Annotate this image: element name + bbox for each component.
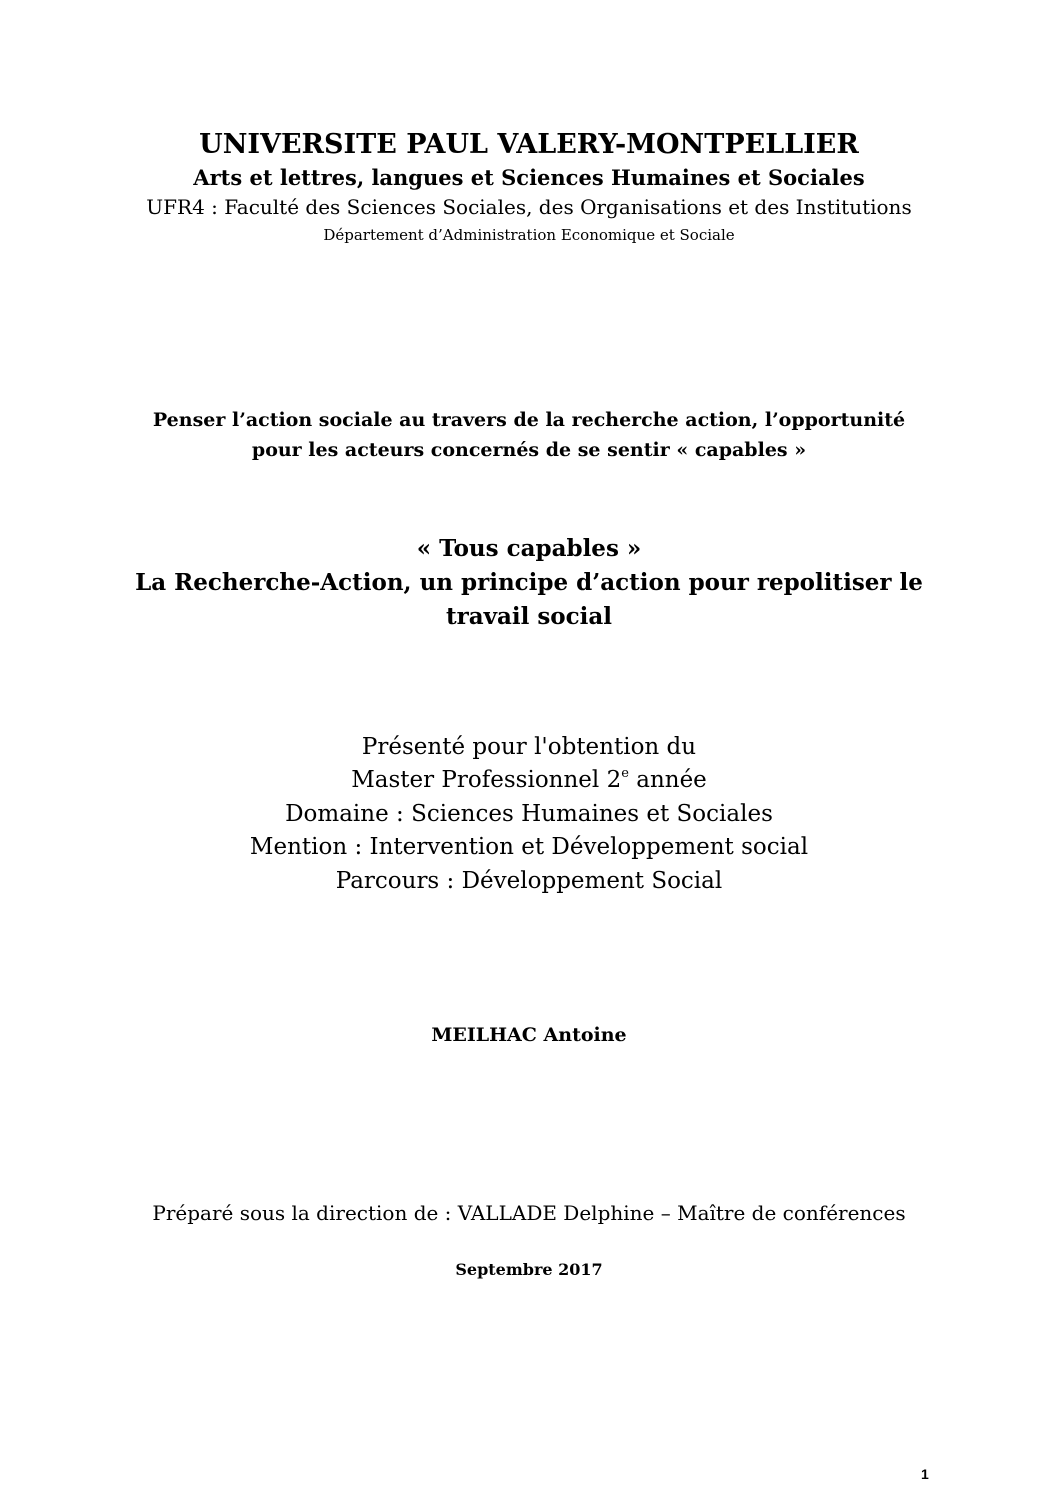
- faculty-line: Arts et lettres, langues et Sciences Humaines et Sociales: [193, 165, 865, 190]
- title-line-3: travail social: [445, 603, 613, 630]
- degree-prefix: Master Professionnel 2: [351, 767, 622, 793]
- degree-suffix: année: [628, 767, 707, 793]
- page-number: 1: [921, 1466, 929, 1482]
- degree-superscript: e: [621, 766, 629, 781]
- presentation-mention: Mention : Intervention et Développement social: [249, 834, 809, 860]
- subject-line-2: pour les acteurs concernés de se sentir « capables »: [251, 439, 807, 461]
- subject-line-1: Penser l’action sociale au travers de la recherche action, l’opportunité: [152, 409, 906, 431]
- date-line: Septembre 2017: [455, 1260, 603, 1279]
- university-name: UNIVERSITE PAUL VALERY-MONTPELLIER: [199, 129, 859, 160]
- presentation-domain: Domaine : Sciences Humaines et Sociales: [285, 801, 773, 827]
- title-line-1: « Tous capables »: [416, 535, 642, 562]
- title-line-2: La Recherche-Action, un principe d’action pour repolitiser le: [135, 569, 923, 596]
- author-name: MEILHAC Antoine: [431, 1024, 627, 1046]
- presentation-line-2: [80, 766, 978, 793]
- presentation-line-1: Présenté pour l'obtention du: [361, 734, 697, 760]
- ufr-line: UFR4 : Faculté des Sciences Sociales, des Organisations et des Institutions: [146, 195, 912, 219]
- department-line: Département d’Administration Economique et Sociale: [323, 226, 735, 244]
- supervision-line: Préparé sous la direction de : VALLADE Delphine – Maître de conférences: [152, 1201, 906, 1225]
- presentation-parcours: Parcours : Développement Social: [335, 868, 723, 894]
